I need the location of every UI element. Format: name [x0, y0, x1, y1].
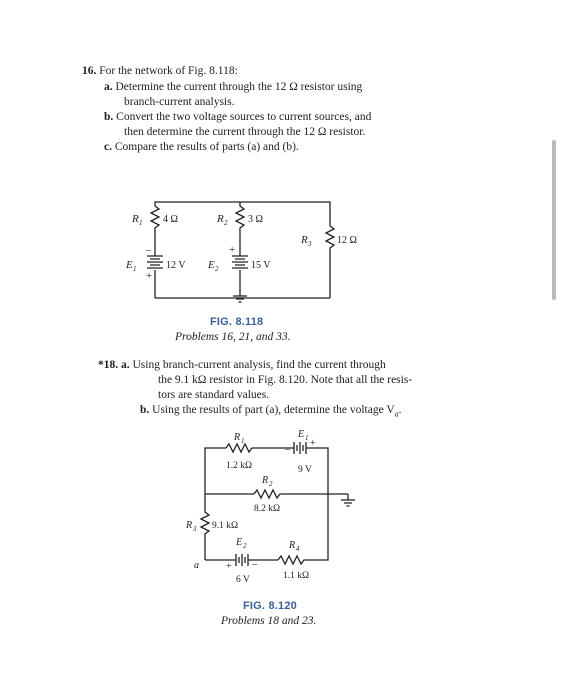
fig118-r3-sub: 3 — [308, 240, 312, 248]
fig120-r4-resistor — [278, 494, 328, 564]
fig118-e1-minus: – — [146, 245, 151, 256]
fig120-r2-name: R — [262, 475, 269, 486]
fig120-e1-value: 9 V — [298, 465, 312, 475]
fig120-r2-sub: 2 — [269, 480, 273, 488]
fig118-e2-name: E — [208, 259, 215, 271]
fig120-ground-symbol — [341, 500, 355, 506]
problem-18a-text1: Using branch-current analysis, find the current through — [132, 359, 386, 371]
fig118-e1-value: 12 V — [166, 260, 186, 271]
fig120-e2-value: 6 V — [236, 575, 250, 585]
problem-18b-sub: a — [394, 409, 399, 419]
problem-18a-label: a. — [121, 359, 130, 371]
fig118-e1-name: E — [126, 259, 133, 271]
fig118-e2-value: 15 V — [251, 260, 271, 271]
fig120-r4-name: R — [289, 540, 296, 551]
fig120-r4-sub: 4 — [296, 545, 300, 553]
fig118-r1-sub: 1 — [139, 219, 143, 227]
problem-18b-end: . — [398, 404, 402, 416]
fig120-r1-name: R — [234, 432, 241, 443]
fig118-r1-name: R — [132, 213, 139, 225]
fig120-r1-resistor — [226, 444, 290, 452]
fig120-r3-value: 9.1 kΩ — [212, 521, 239, 531]
fig118-e1-sub: 1 — [133, 265, 137, 273]
fig120-r4-value: 1.1 kΩ — [283, 571, 310, 581]
fig120-e2-sub: 2 — [243, 542, 247, 550]
fig120-caption: Problems 18 and 23. — [221, 615, 317, 627]
fig120-e1-sub: 1 — [305, 434, 309, 442]
problem-16c-text1: Compare the results of parts (a) and (b). — [114, 141, 299, 153]
fig118-e2-sub: 2 — [215, 265, 219, 273]
problem-16a-label: a. — [104, 81, 113, 93]
fig120-r2-resistor — [254, 490, 348, 498]
fig120-r1-sub: 1 — [241, 437, 245, 445]
fig120-top-wire — [205, 448, 226, 454]
fig120-e1-plus: + — [310, 438, 316, 449]
problem-16b-label: b. — [104, 111, 114, 123]
fig118-r2-value: 3 Ω — [248, 214, 263, 225]
problem-18a-line3: tors are standard values. — [158, 389, 270, 401]
problem-18a-line2: the 9.1 kΩ resistor in Fig. 8.120. Note that all the resis- — [158, 374, 413, 386]
problem-16-intro-text: For the network of Fig. 8.118: — [99, 65, 238, 77]
fig118-r2-name: R — [217, 213, 224, 225]
problem-16a-line2: branch-current analysis. — [124, 96, 235, 108]
problem-18b-text1: Using the results of part (a), determine the voltage V — [152, 404, 395, 416]
fig120-e1-name: E — [298, 429, 305, 440]
fig120-e2-minus: – — [252, 559, 257, 570]
fig118-e2-plus: + — [229, 244, 236, 256]
fig118-e1-plus: + — [146, 270, 153, 282]
fig118-r2-sub: 2 — [224, 219, 228, 227]
fig118-caption: Problems 16, 21, and 33. — [175, 331, 291, 343]
problem-16c-label: c. — [104, 141, 112, 153]
problem-16-number: 16. — [82, 65, 97, 77]
fig118-r1-value: 4 Ω — [163, 214, 178, 225]
fig120-e1-minus: – — [285, 444, 290, 455]
fig120-r3-name: R — [186, 520, 193, 531]
fig120-e2-name: E — [236, 537, 243, 548]
fig118-r3-value: 12 Ω — [337, 235, 357, 246]
problem-16b-line2: then determine the current through the 12 Ω resistor. — [124, 126, 366, 138]
problem-16a-text1: Determine the current through the 12 Ω resistor using — [115, 81, 363, 93]
problem-18b-label: b. — [140, 404, 150, 416]
fig120-r2-value: 8.2 kΩ — [254, 504, 281, 514]
fig120-r1-value: 1.2 kΩ — [226, 461, 253, 471]
fig120-node-a: a — [194, 560, 199, 571]
fig120-e2-plus: + — [226, 561, 232, 572]
fig120-title: FIG. 8.120 — [243, 600, 297, 612]
problem-18-number: *18. — [98, 359, 119, 371]
fig120-r3-sub: 3 — [193, 525, 197, 533]
fig118-title: FIG. 8.118 — [210, 316, 264, 328]
fig120-r3-resistor — [201, 494, 209, 560]
problem-16b-text1: Convert the two voltage sources to current sources, and — [116, 111, 372, 123]
fig118-r3-name: R — [301, 234, 308, 246]
